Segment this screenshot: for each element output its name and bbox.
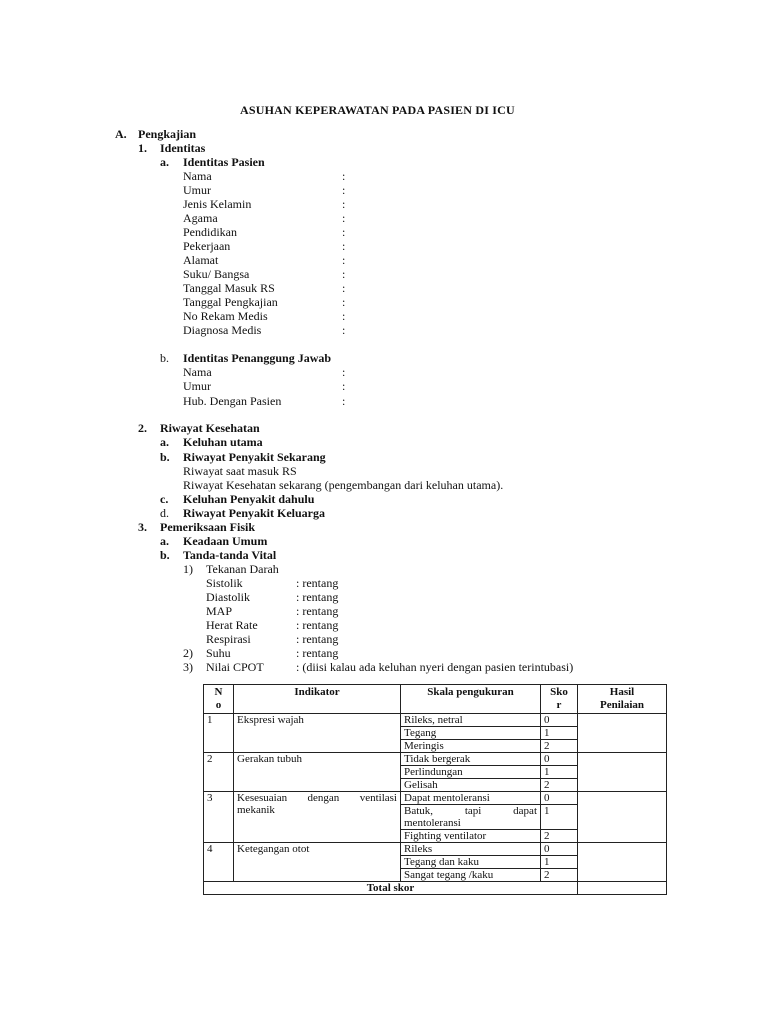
row-skala: Rileks [401, 843, 541, 856]
field-label: Agama [183, 211, 218, 225]
section-3-label: Pemeriksaan Fisik [160, 520, 255, 534]
total-value [578, 882, 667, 895]
row-no: 3 [204, 792, 234, 843]
section-2b-label: Riwayat Penyakit Sekarang [183, 450, 326, 464]
row-skor: 2 [541, 869, 578, 882]
field-label: Hub. Dengan Pasien [183, 394, 282, 408]
section-a-marker: A. [115, 127, 127, 141]
header-hasil: Hasil Penilaian [578, 685, 667, 714]
header-no: N o [204, 685, 234, 714]
field-label: Pekerjaan [183, 239, 231, 253]
row-skala: Tegang [401, 727, 541, 740]
field-colon: : [342, 309, 346, 323]
row-skor: 1 [541, 727, 578, 740]
row-indikator: Ekspresi wajah [234, 714, 401, 753]
section-1b-label: Identitas Penanggung Jawab [183, 351, 332, 365]
row-no: 1 [204, 714, 234, 753]
row-skor: 2 [541, 830, 578, 843]
row-skala: Tegang dan kaku [401, 856, 541, 869]
page-title: ASUHAN KEPERAWATAN PADA PASIEN DI ICU [240, 103, 515, 117]
section-2c-marker: c. [160, 492, 169, 506]
header-skor: Sko r [541, 685, 578, 714]
field-colon: : [342, 225, 346, 239]
cpot-table [203, 684, 667, 895]
section-1a-label: Identitas Pasien [183, 155, 265, 169]
row-skor: 0 [541, 753, 578, 766]
row-skala: Dapat mentoleransi [401, 792, 541, 805]
body-text: Riwayat Kesehatan sekarang (pengembangan dari keluhan utama). [183, 478, 504, 492]
vital-label: Sistolik [206, 576, 243, 590]
section-3b-label: Tanda-tanda Vital [183, 548, 277, 562]
row-indikator: Kesesuaian dengan ventilasi mekanik [234, 792, 401, 843]
field-colon: : [342, 183, 346, 197]
vital-2-marker: 2) [183, 646, 193, 660]
field-label: No Rekam Medis [183, 309, 268, 323]
field-label: Pendidikan [183, 225, 237, 239]
row-skala: Fighting ventilator [401, 830, 541, 843]
section-2a-label: Keluhan utama [183, 435, 263, 449]
field-label: Diagnosa Medis [183, 323, 262, 337]
vital-1-marker: 1) [183, 562, 193, 576]
field-label: Tanggal Pengkajian [183, 295, 278, 309]
field-label: Nama [183, 169, 212, 183]
vital-label: Diastolik [206, 590, 250, 604]
vital-value: : rentang [296, 590, 339, 604]
vital-3-marker: 3) [183, 660, 193, 674]
field-colon: : [342, 253, 346, 267]
vital-label: Respirasi [206, 632, 251, 646]
table-row [204, 714, 667, 727]
field-label: Umur [183, 379, 211, 393]
field-label: Umur [183, 183, 211, 197]
row-skor: 1 [541, 805, 578, 830]
row-skor: 0 [541, 792, 578, 805]
vital-2-label: Suhu [206, 646, 231, 660]
table-row [204, 792, 667, 805]
table-row [204, 843, 667, 856]
vital-value: : rentang [296, 618, 339, 632]
row-skor: 0 [541, 843, 578, 856]
row-hasil [578, 843, 667, 882]
field-colon: : [342, 295, 346, 309]
section-3b-marker: b. [160, 548, 170, 562]
field-colon: : [342, 323, 346, 337]
row-hasil [578, 714, 667, 753]
section-2a-marker: a. [160, 435, 169, 449]
section-2d-marker: d. [160, 506, 169, 520]
section-a-label: Pengkajian [138, 127, 197, 141]
row-no: 2 [204, 753, 234, 792]
field-colon: : [342, 197, 346, 211]
row-skala: Batuk, tapi dapat mentoleransi [401, 805, 541, 830]
row-skor: 2 [541, 740, 578, 753]
vital-1-label: Tekanan Darah [206, 562, 279, 576]
vital-3-label: Nilai CPOT [206, 660, 264, 674]
field-colon: : [342, 169, 346, 183]
row-indikator: Gerakan tubuh [234, 753, 401, 792]
row-hasil [578, 753, 667, 792]
field-colon: : [342, 365, 346, 379]
row-skala: Meringis [401, 740, 541, 753]
total-label: Total skor [204, 882, 578, 895]
field-colon: : [342, 379, 346, 393]
section-2-label: Riwayat Kesehatan [160, 421, 260, 435]
row-skor: 0 [541, 714, 578, 727]
section-1-marker: 1. [138, 141, 147, 155]
row-skala: Gelisah [401, 779, 541, 792]
row-hasil [578, 792, 667, 843]
vital-value: : rentang [296, 604, 339, 618]
section-3a-marker: a. [160, 534, 169, 548]
section-1a-marker: a. [160, 155, 169, 169]
header-indikator: Indikator [234, 685, 401, 714]
vital-value: : rentang [296, 576, 339, 590]
row-no: 4 [204, 843, 234, 882]
field-colon: : [342, 239, 346, 253]
row-skala: Sangat tegang /kaku [401, 869, 541, 882]
field-label: Alamat [183, 253, 219, 267]
section-1-label: Identitas [160, 141, 206, 155]
field-label: Suku/ Bangsa [183, 267, 250, 281]
vital-3-value: : (diisi kalau ada keluhan nyeri dengan pasien terintubasi) [296, 660, 574, 674]
table-total-row [204, 882, 667, 895]
table-header-row [204, 685, 667, 714]
row-skala: Rileks, netral [401, 714, 541, 727]
section-2b-marker: b. [160, 450, 170, 464]
section-3a-label: Keadaan Umum [183, 534, 268, 548]
row-skala: Tidak bergerak [401, 753, 541, 766]
field-colon: : [342, 394, 346, 408]
vital-label: MAP [206, 604, 233, 618]
section-2c-label: Keluhan Penyakit dahulu [183, 492, 315, 506]
row-skor: 1 [541, 766, 578, 779]
field-label: Nama [183, 365, 212, 379]
field-colon: : [342, 281, 346, 295]
field-colon: : [342, 211, 346, 225]
section-1b-marker: b. [160, 351, 169, 365]
section-2-marker: 2. [138, 421, 147, 435]
section-2d-label: Riwayat Penyakit Keluarga [183, 506, 325, 520]
row-skala: Perlindungan [401, 766, 541, 779]
table-row [204, 753, 667, 766]
header-skala: Skala pengukuran [401, 685, 541, 714]
row-indikator: Ketegangan otot [234, 843, 401, 882]
vital-label: Herat Rate [206, 618, 258, 632]
field-label: Tanggal Masuk RS [183, 281, 275, 295]
vital-value: : rentang [296, 632, 339, 646]
field-colon: : [342, 267, 346, 281]
vital-2-value: : rentang [296, 646, 339, 660]
field-label: Jenis Kelamin [183, 197, 252, 211]
row-skor: 2 [541, 779, 578, 792]
section-3-marker: 3. [138, 520, 147, 534]
body-text: Riwayat saat masuk RS [183, 464, 297, 478]
row-skor: 1 [541, 856, 578, 869]
